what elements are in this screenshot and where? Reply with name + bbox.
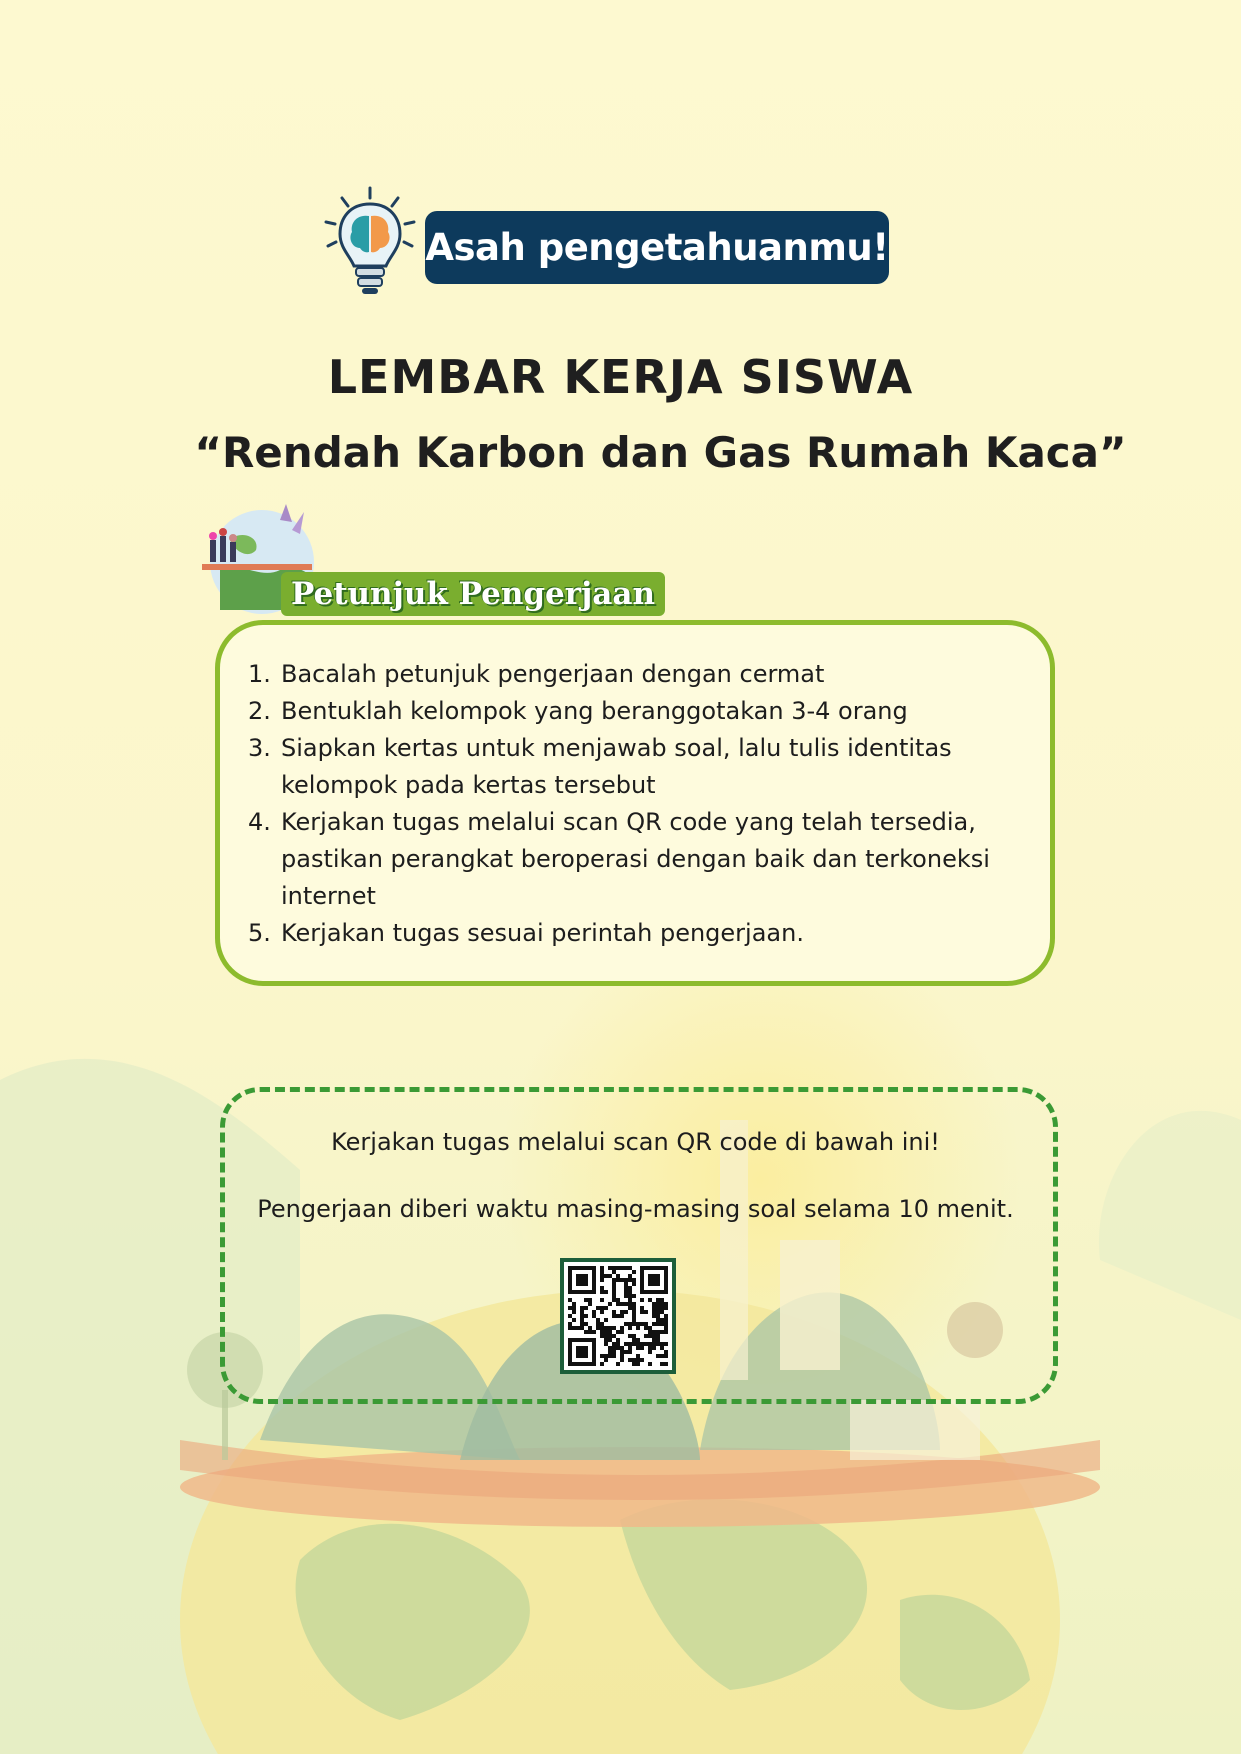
section-badge: Asah pengetahuanmu! (425, 211, 889, 284)
qr-code[interactable] (560, 1258, 676, 1374)
page-subtitle: “Rendah Karbon dan Gas Rumah Kaca” (194, 428, 1127, 477)
page-title: LEMBAR KERJA SISWA (327, 350, 914, 404)
lightbulb-brain-icon (322, 186, 418, 298)
instructions-list (248, 656, 1068, 952)
list-item: 1. Bacalah petunjuk pengerjaan dengan cermat (248, 660, 825, 688)
list-item: 4. Kerjakan tugas melalui scan QR code yang telah tersedia, pastikan perangkat beroperasi dengan baik dan terkoneksi internet (248, 808, 990, 910)
qr-time-note: Pengerjaan diberi waktu masing-masing soal selama 10 menit. (257, 1195, 1014, 1223)
qr-instruction-text: Kerjakan tugas melalui scan QR code di bawah ini! (331, 1128, 940, 1156)
list-item: 3. Siapkan kertas untuk menjawab soal, lalu tulis identitas kelompok pada kertas tersebut (248, 734, 952, 799)
instructions-heading: Petunjuk Pengerjaan (281, 572, 665, 616)
list-item: 2. Bentuklah kelompok yang beranggotakan 3-4 orang (248, 697, 908, 725)
list-item: 5. Kerjakan tugas sesuai perintah pengerjaan. (248, 919, 804, 947)
